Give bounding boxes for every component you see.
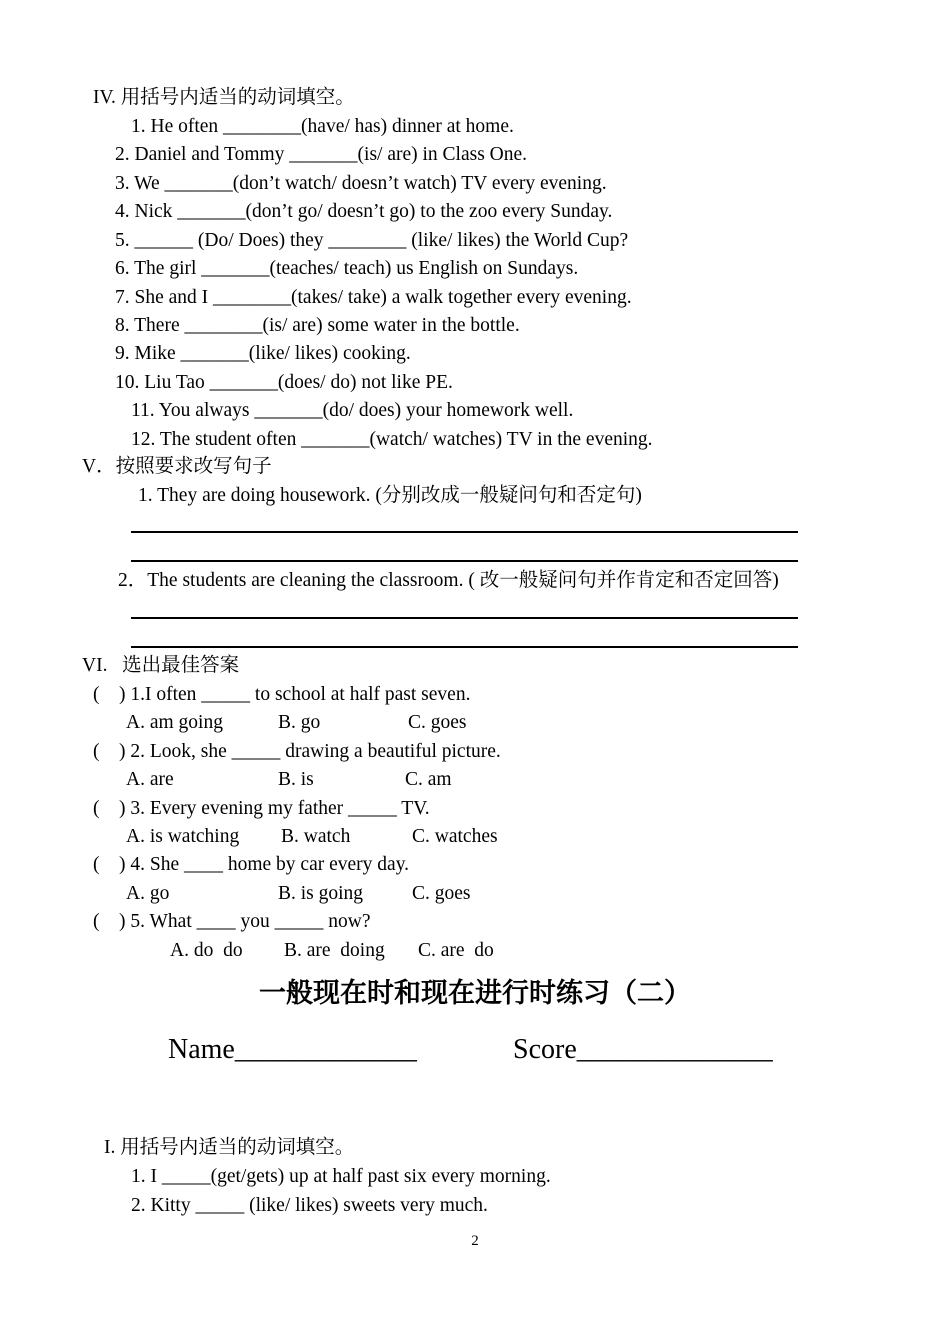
s1-item-2: 2. Kitty _____ (like/ likes) sweets very much. [131,1195,488,1216]
s4-item-11: 11. You always _______(do/ does) your homework well. [131,400,574,421]
s5-question-1: 1. They are doing housework. (分别改成一般疑问句和否定句) [138,485,642,506]
s6-q2-option-a: A. are [126,769,174,790]
answer-line [131,560,798,562]
s6-q3-option-a: A. is watching [126,826,240,847]
worksheet-title: 一般现在时和现在进行时练习（二） [259,978,691,1009]
s4-item-7: 7. She and I ________(takes/ take) a walk together every evening. [115,287,632,308]
s6-question-3: ( ) 3. Every evening my father _____ TV. [93,798,430,819]
s6-question-4: ( ) 4. She ____ home by car every day. [93,854,410,875]
answer-line [131,646,798,648]
s4-item-12: 12. The student often _______(watch/ watches) TV in the evening. [131,429,653,450]
section-5-heading: V．按照要求改写句子 [82,456,272,477]
s4-item-8: 8. There ________(is/ are) some water in the bottle. [115,315,520,336]
s4-item-6: 6. The girl _______(teaches/ teach) us English on Sundays. [115,258,579,279]
s6-q2-option-b: B. is [278,769,314,790]
s4-item-4: 4. Nick _______(don’t go/ doesn’t go) to the zoo every Sunday. [115,201,613,222]
s6-q1-option-c: C. goes [408,712,467,733]
section-6-heading: VI. 选出最佳答案 [82,655,240,676]
s6-question-1: ( ) 1.I often _____ to school at half past seven. [93,684,471,705]
s6-q3-option-b: B. watch [281,826,351,847]
s6-q4-option-b: B. is going [278,883,364,904]
section-4-heading: IV. 用括号内适当的动词填空。 [93,87,355,108]
answer-line [131,617,798,619]
s4-item-9: 9. Mike _______(like/ likes) cooking. [115,343,411,364]
score-field-label: Score______________ [513,1034,773,1065]
s4-item-10: 10. Liu Tao _______(does/ do) not like PE. [115,372,453,393]
name-field-label: Name_____________ [168,1034,417,1065]
s4-item-5: 5. ______ (Do/ Does) they ________ (like/ likes) the World Cup? [115,230,629,251]
s1-item-1: 1. I _____(get/gets) up at half past six every morning. [131,1166,551,1187]
s6-q2-option-c: C. am [405,769,452,790]
s6-q5-option-a: A. do do [170,940,243,961]
s6-q3-option-c: C. watches [412,826,498,847]
s6-q5-option-c: C. are do [418,940,494,961]
s6-q4-option-a: A. go [126,883,170,904]
section-1-heading: I. 用括号内适当的动词填空。 [104,1137,355,1158]
page-number: 2 [471,1233,479,1249]
answer-line [131,531,798,533]
s5-question-2: 2．The students are cleaning the classroom. ( 改一般疑问句并作肯定和否定回答) [118,570,779,591]
s6-question-2: ( ) 2. Look, she _____ drawing a beautiful picture. [93,741,501,762]
s6-question-5: ( ) 5. What ____ you _____ now? [93,911,371,932]
s4-item-3: 3. We _______(don’t watch/ doesn’t watch) TV every evening. [115,173,607,194]
s4-item-2: 2. Daniel and Tommy _______(is/ are) in Class One. [115,144,528,165]
s6-q4-option-c: C. goes [412,883,471,904]
s6-q1-option-a: A. am going [126,712,223,733]
s6-q5-option-b: B. are doing [284,940,385,961]
s4-item-1: 1. He often ________(have/ has) dinner at home. [131,116,514,137]
s6-q1-option-b: B. go [278,712,321,733]
